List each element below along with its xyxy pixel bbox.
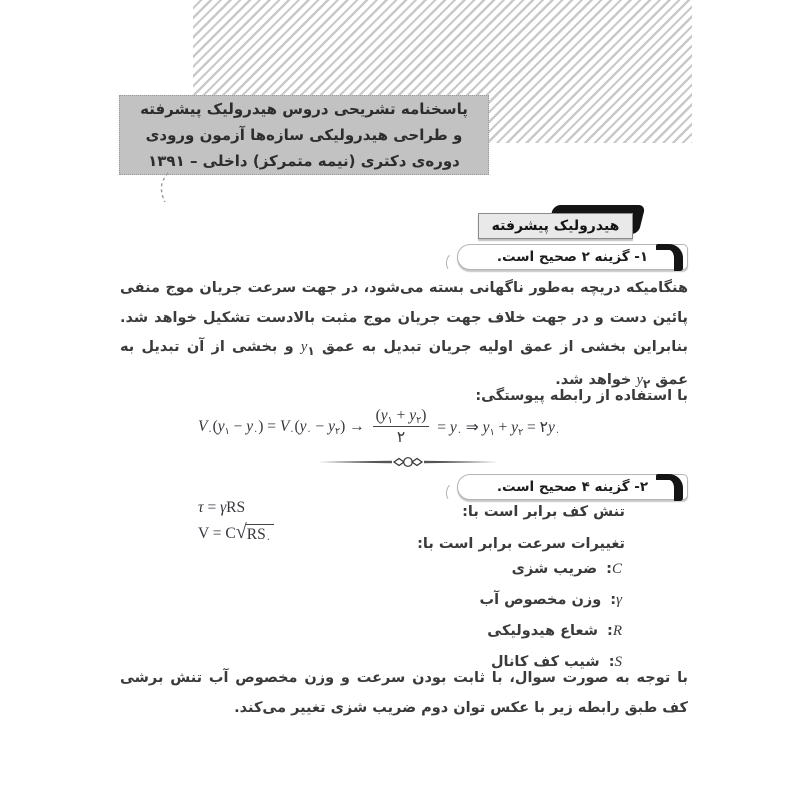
fraction-denominator: ۲ bbox=[396, 429, 406, 446]
continuity-formula-right: = $y_۰$ ⇒ $y_۱ + y_۲$ = $۲y_۰$ bbox=[433, 418, 560, 438]
question-1-header-text: ۱- گزینه ۲ صحیح است. bbox=[457, 244, 688, 270]
definition-label: وزن مخصوص آب bbox=[479, 592, 602, 608]
header-right-crescent-decoration bbox=[656, 474, 683, 501]
definition-label: شعاع هیدولیکی bbox=[487, 623, 598, 639]
continuity-formula bbox=[198, 406, 560, 448]
definition-row-gamma bbox=[480, 590, 622, 610]
section-divider-ornament bbox=[318, 452, 498, 472]
continuity-intro-line: با استفاده از رابطه پیوستگی: bbox=[475, 388, 688, 404]
definition-label: شیب کف کانال bbox=[490, 654, 600, 670]
shear-stress-formula: τ = γ RS bbox=[198, 499, 246, 516]
question-1-paragraph: هنگامیکه دریچه به‌طور ناگهانی بسته می‌شود، در جهت سرعت جریان موج منفی پائین دست و در جهت خلاف جهت جریان موج مثبت بالادست تشکیل خواهد شد. بنابراین بخشی از عمق اولیه جریان تبدیل به عمق $y_۱$ و بخشی از آن تبدیل به عمق $y_۲$ خواهد شد. bbox=[120, 280, 688, 392]
radicand: $RS_۰$ bbox=[246, 524, 274, 544]
definition-separator: : bbox=[608, 654, 615, 670]
question-2-header bbox=[446, 474, 688, 500]
radical-sign: √ bbox=[235, 521, 247, 543]
velocity-change-label: تغییرات سرعت برابر است با: bbox=[417, 536, 625, 552]
banner-line-2: و طراحی هیدرولیکی سازه‌ها آزمون ورودی bbox=[145, 126, 463, 144]
banner-line-1: پاسخنامه تشریحی دروس هیدرولیک پیشرفته bbox=[140, 100, 468, 118]
definition-separator: : bbox=[610, 592, 617, 608]
definition-separator: : bbox=[606, 561, 612, 577]
definition-separator: : bbox=[607, 623, 613, 639]
continuity-formula-left: $V_۰(y_۱ - y_۰) = V_۰(y_۰ - y_۲)$ → bbox=[198, 418, 369, 437]
definition-symbol: C bbox=[611, 561, 622, 577]
bed-shear-label: تنش کف برابر است با: bbox=[462, 504, 625, 520]
fraction-numerator: $(y_۱ + y_۲)$ bbox=[373, 407, 430, 427]
definition-row-radius bbox=[487, 621, 622, 641]
definition-symbol: γ bbox=[616, 592, 622, 608]
banner-dashed-tail-decoration bbox=[158, 172, 178, 204]
exam-title-banner bbox=[119, 95, 489, 175]
definition-symbol: R bbox=[612, 623, 622, 639]
banner-line-3: دوره‌ی دکتری (نیمه متمرکز) داخلی – ۱۳۹۱ bbox=[148, 152, 460, 170]
question-2-header-text: ۲- گزینه ۴ صحیح است. bbox=[457, 474, 688, 500]
chapter-title: هیدرولیک پیشرفته bbox=[478, 213, 633, 239]
chezy-velocity-formula bbox=[198, 521, 274, 545]
continuity-formula-fraction bbox=[373, 407, 430, 447]
definition-row-chezy bbox=[512, 559, 622, 579]
chezy-formula-left: V = C bbox=[198, 525, 236, 542]
square-root bbox=[235, 521, 274, 545]
definition-label: ضریب شزی bbox=[511, 561, 598, 577]
question-2-closing-paragraph: با توجه به صورت سوال، با ثابت بودن سرعت و وزن مخصوص آب تنش برشی کف طبق رابطه زیر با عکس توان دوم ضریب شزی تغییر می‌کند. bbox=[120, 670, 688, 716]
definition-symbol: S bbox=[614, 654, 622, 670]
chapter-flag bbox=[478, 205, 644, 241]
